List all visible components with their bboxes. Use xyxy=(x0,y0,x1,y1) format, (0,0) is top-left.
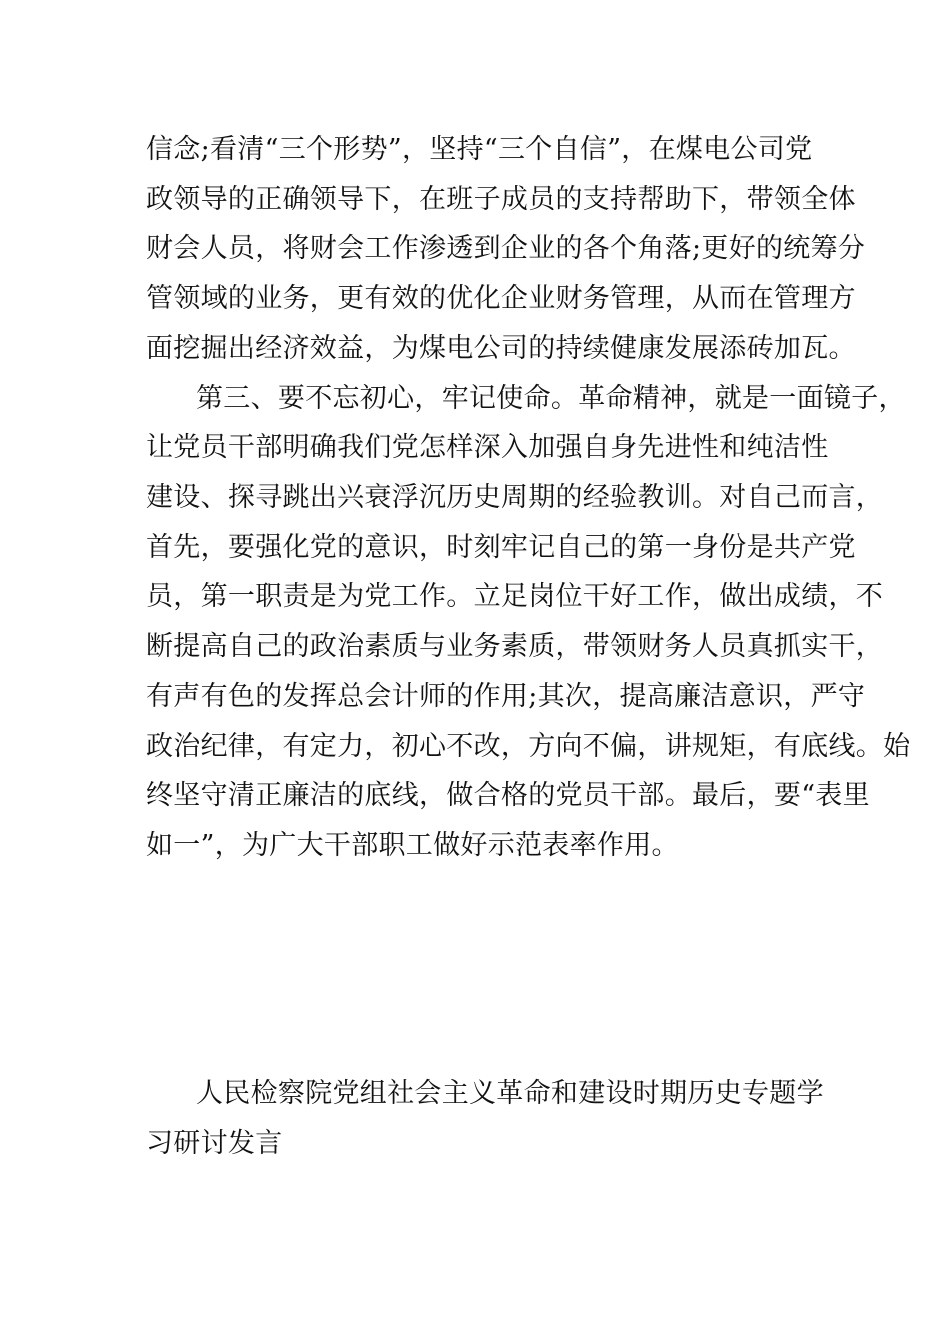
text-line: 信念;看清“三个形势”，坚持“三个自信”，在煤电公司党 xyxy=(146,134,813,165)
heading-line: 习研讨发言 xyxy=(146,1128,283,1159)
text-line: 让党员干部明确我们党怎样深入加强自身先进性和纯洁性 xyxy=(146,432,829,463)
text-line: 财会人员，将财会工作渗透到企业的各个角落;更好的统筹分 xyxy=(146,233,866,264)
text-line: 管领域的业务，更有效的优化企业财务管理，从而在管理方 xyxy=(146,283,856,314)
text-line: 建设、探寻跳出兴衰浮沉历史周期的经验教训。对自己而言， xyxy=(146,482,884,513)
heading-line: 人民检察院党组社会主义革命和建设时期历史专题学 xyxy=(196,1078,824,1109)
text-line: 政治纪律，有定力，初心不改，方向不偏，讲规矩，有底线。始 xyxy=(146,731,911,762)
text-line: 终坚守清正廉洁的底线，做合格的党员干部。最后，要“表里 xyxy=(146,780,870,811)
text-line: 第三、要不忘初心，牢记使命。革命精神，就是一面镜子， xyxy=(196,383,906,414)
text-line: 政领导的正确领导下，在班子成员的支持帮助下，带领全体 xyxy=(146,184,856,215)
text-line: 如一”，为广大干部职工做好示范表率作用。 xyxy=(146,830,679,861)
text-line: 有声有色的发挥总会计师的作用;其次，提高廉洁意识，严守 xyxy=(146,681,866,712)
text-line: 首先，要强化党的意识，时刻牢记自己的第一身份是共产党 xyxy=(146,532,856,563)
text-line: 员，第一职责是为党工作。立足岗位干好工作，做出成绩，不 xyxy=(146,581,884,612)
text-line: 面挖掘出经济效益，为煤电公司的持续健康发展添砖加瓦。 xyxy=(146,333,856,364)
text-line: 断提高自己的政治素质与业务素质，带领财务人员真抓实干， xyxy=(146,631,884,662)
